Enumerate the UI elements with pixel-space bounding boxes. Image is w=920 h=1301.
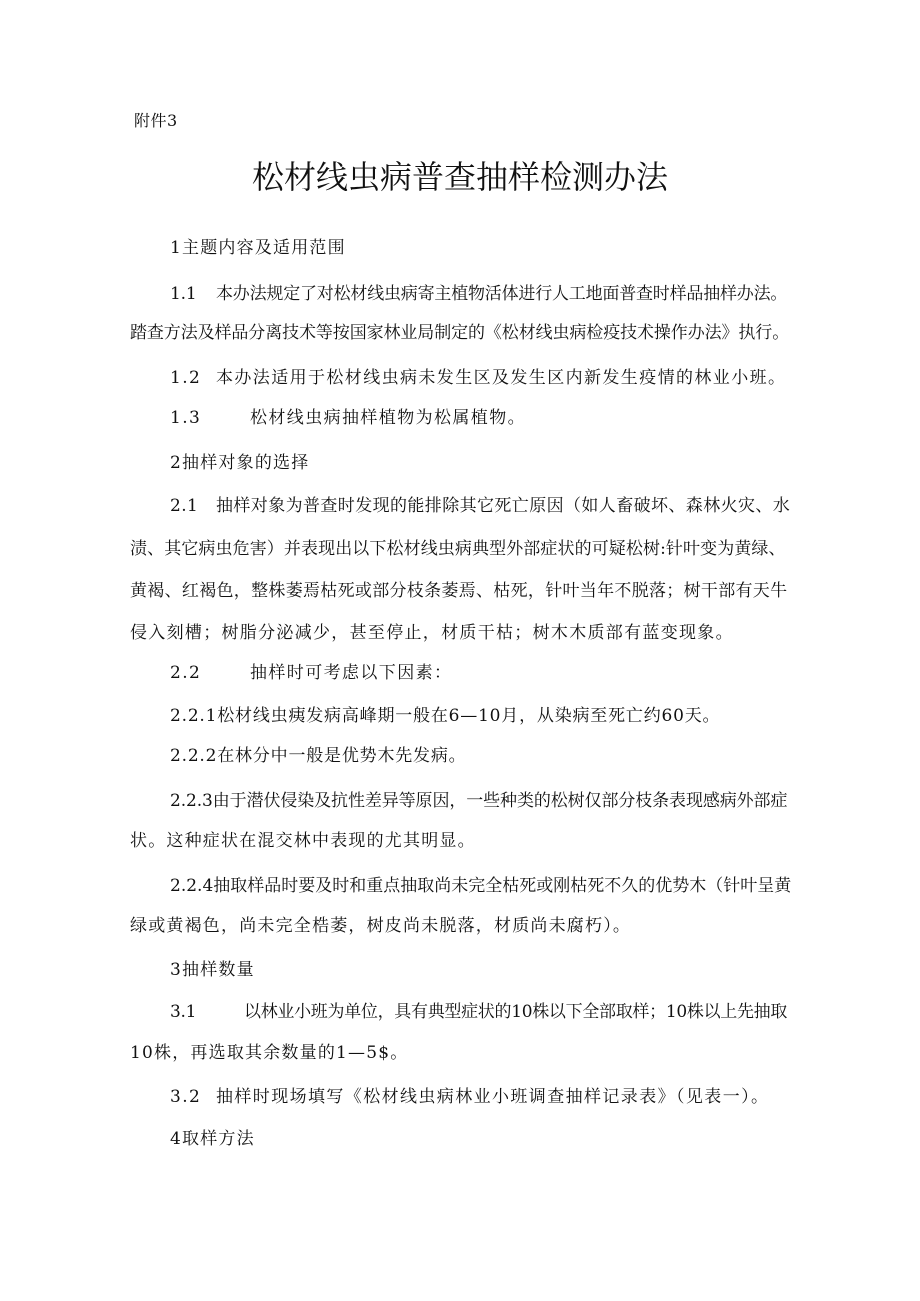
clause-number: 3.1	[170, 1002, 197, 1022]
document-title: 松材线虫病普查抽样检测办法	[251, 158, 668, 196]
paragraph-2-2-1: 2.2.1松材线虫痍发病高峰期一般在6—10月，从染病至死亡约60天。	[170, 706, 721, 726]
section-2-heading: 2抽样对象的选择	[170, 453, 310, 473]
paragraph-2-1-line-2: 渍、其它病虫危害）并表现出以下松材线虫病典型外部症状的可疑松树:针叶变为黄绿、	[130, 539, 786, 559]
attachment-label: 附件3	[134, 111, 178, 130]
section-4-heading: 4取样方法	[170, 1129, 255, 1149]
paragraph-1-2	[170, 368, 786, 388]
clause-number: 1.3	[170, 408, 202, 428]
paragraph-2-1-line-3: 黄褐、红褐色，整株萎焉枯死或部分枝条萎焉、枯死，针叶当年不脱落；树干部有天牛	[130, 581, 788, 601]
paragraph-2-1-line-4: 侵入刻槽；树脂分泌减少，甚至停止，材质干枯；树木木质部有蓝变现象。	[130, 623, 734, 643]
clause-number: 1.2	[170, 368, 202, 388]
paragraph-3-1-line-1	[170, 1002, 787, 1022]
paragraph-1-3	[170, 408, 526, 428]
clause-text: 以林业小班为单位，具有典型症状的10株以下全部取样；10株以上先抽取	[244, 1002, 788, 1022]
paragraph-2-2-4-line-2: 绿或黄褐色，尚未完全梏萎，树皮尚未脱落，材质尚未腐朽）。	[130, 916, 632, 936]
paragraph-2-2-3-line-1: 2.2.3由于潜伏侵染及抗性差异等原因，一些种类的松树仅部分枝条表现感病外部症	[170, 791, 788, 811]
paragraph-2-2-2: 2.2.2在林分中一般是优势木先发病。	[170, 746, 467, 766]
clause-text: 松材线虫病抽样植物为松属植物。	[250, 408, 526, 428]
clause-number: 3.2	[170, 1087, 202, 1107]
paragraph-2-1-line-1	[170, 496, 790, 516]
clause-number: 1.1	[170, 284, 197, 304]
clause-text: 本办法规定了对松材线虫病寄主植物活体进行人工地面普查时样品抽样办法。	[216, 284, 788, 304]
clause-number: 2.2	[170, 663, 202, 683]
paragraph-3-1-line-2: 10株，再选取其余数量的1—5$。	[130, 1043, 409, 1063]
clause-text: 抽样对象为普查时发现的能排除其它死亡原因（如人畜破坏、森林火灾、水	[216, 496, 791, 516]
section-1-heading: 1主题内容及适用范围	[170, 238, 346, 258]
paragraph-2-2-4-line-1: 2.2.4抽取样品时要及时和重点抽取尚未完全枯死或刚枯死不久的优势木（针叶呈黄	[170, 876, 792, 896]
paragraph-1-1-line-1	[170, 284, 787, 304]
paragraph-2-2-3-line-2: 状。这种症状在混交林中表现的尤其明显。	[130, 831, 476, 851]
clause-text: 抽样时现场填写《松材线虫病林业小班调查抽样记录表》（见表一）。	[216, 1087, 770, 1107]
clause-number: 2.1	[170, 496, 199, 516]
clause-text: 本办法适用于松材线虫病未发生区及发生区内新发生疫情的林业小班。	[216, 368, 787, 388]
section-3-heading: 3抽样数量	[170, 960, 255, 980]
paragraph-3-2	[170, 1087, 769, 1107]
paragraph-2-2	[170, 663, 452, 683]
clause-text: 抽样时可考虑以下因素：	[250, 663, 453, 683]
paragraph-1-1-line-2: 踏查方法及样品分离技术等按国家林业局制定的《松材线虫病检疫技术操作办法》执行。	[130, 323, 790, 343]
